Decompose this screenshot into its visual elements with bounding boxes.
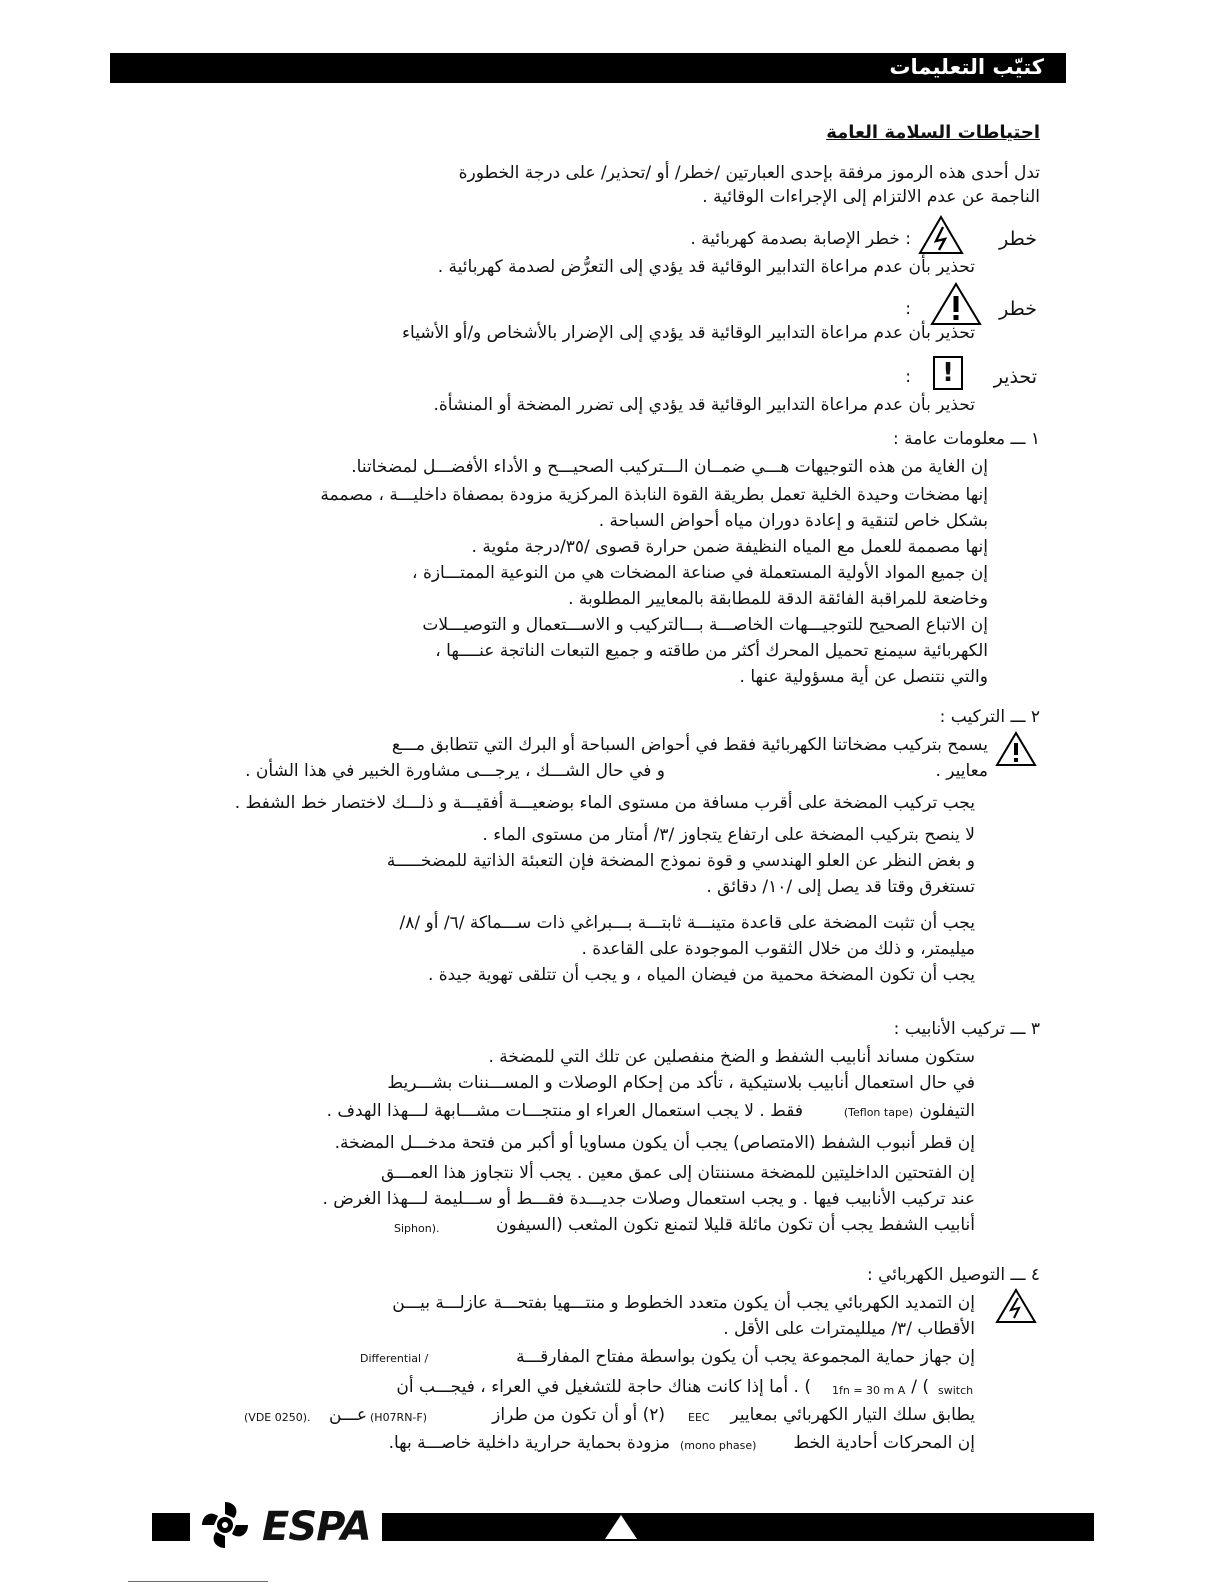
s4-eec-note: EEC bbox=[688, 1411, 710, 1424]
s3-teflon-note: (Teflon tape) bbox=[843, 1106, 913, 1119]
s3-line: فقط . لا يجب استعمال العراء او منتجـــات مشـــابهة لـــهذا الهدف . bbox=[326, 1101, 803, 1121]
intro-line-1: تدل أحدى هذه الرموز مرفقة بإحدى العبارتين /خطر/ أو /تحذير/ على درجة الخطورة bbox=[458, 163, 1040, 183]
s3-line: عند تركيب الأنابيب فيها . و يجب استعمال وصلات جديـــدة فقـــط أو ســـليمة لـــهذا الغرض . bbox=[322, 1189, 975, 1209]
electric-hazard-icon bbox=[995, 1288, 1037, 1324]
s4-line: عـــن bbox=[328, 1405, 367, 1425]
s3-line: إن قطر أنبوب الشفط (الامتصاص) يجب أن يكون مساويا أو أكبر من فتحة مدخـــل المضخة. bbox=[334, 1133, 975, 1153]
warning-line-1: تحذير بأن عدم مراعاة التدابير الوقائية قد يؤدي إلى التعرُّض لصدمة كهربائية . bbox=[437, 257, 975, 277]
s4-differential-note: Differential / bbox=[360, 1352, 429, 1365]
warning-line-3: تحذير بأن عدم مراعاة التدابير الوقائية قد يؤدي إلى تضرر المضخة أو المنشأة. bbox=[433, 395, 975, 415]
s4-switch-note: switch bbox=[938, 1384, 974, 1397]
s2-line: يجب أن تكون المضخة محمية من فيضان المياه ، و يجب أن تتلقى تهوية جيدة . bbox=[427, 965, 975, 985]
intro-line-2: الناجمة عن عدم الالتزام إلى الإجراءات الوقائية . bbox=[702, 187, 1040, 207]
warning-triangle-icon bbox=[995, 731, 1037, 767]
s1-line: إن الغاية من هذه التوجيهات هـــي ضمــان الـــتركيب الصحيـــح و الأداء الأفضـــل لمضخاتنا. bbox=[351, 457, 988, 477]
s1-line: إن الاتباع الصحيح للتوجيـــهات الخاصـــة بـــالتركيب و الاســـتعمال و التوصيـــلات bbox=[422, 615, 988, 635]
s1-line: الكهربائية سيمنع تحميل المحرك أكثر من طاقته و جميع التبعات الناتجة عنــــها ، bbox=[435, 641, 988, 661]
caution-label: تحذير bbox=[993, 366, 1037, 388]
s1-line: إن جميع المواد الأولية المستعملة في صناعة المضخات هي من النوعية الممتـــازة ، bbox=[412, 563, 988, 583]
s2-line: لا ينصح بتركيب المضخة على ارتفاع يتجاوز /٣/ أمتار من مستوى الماء . bbox=[482, 825, 975, 845]
s1-line: والتي نتنصل عن أية مسؤولية عنها . bbox=[739, 667, 988, 687]
s4-cable-type-note: (H07RN-F) bbox=[370, 1411, 428, 1424]
espa-logo-icon bbox=[194, 1496, 256, 1554]
exclamation-box-icon: ! bbox=[933, 356, 963, 390]
s2-line: معايير . bbox=[935, 761, 988, 781]
s2-line: يجب تركيب المضخة على أقرب مسافة من مستوى الماء بوضعيـــة أفقيـــة و ذلـــك لاختصار خط الشفط . bbox=[234, 793, 975, 813]
bottom-divider bbox=[128, 1581, 268, 1582]
s3-line: في حال استعمال أنابيب بلاستيكية ، تأكد من إحكام الوصلات و المســـننات بشـــريط bbox=[387, 1073, 975, 1093]
danger-label-1: خطر bbox=[999, 228, 1037, 250]
s3-siphon-note: Siphon). bbox=[394, 1222, 440, 1235]
s3-line: أنابيب الشفط يجب أن تكون مائلة قليلا لتمنع تكون المثعب (السيفون bbox=[496, 1215, 975, 1235]
danger-desc-1: : خطر الإصابة بصدمة كهربائية . bbox=[690, 229, 911, 249]
header-bar bbox=[110, 53, 1066, 83]
s4-mono-phase-note: (mono phase) bbox=[680, 1439, 757, 1452]
s2-title: ٢ ـــ التركيب : bbox=[939, 707, 1040, 727]
s2-line: ميليمتر، و ذلك من خلال الثقوب الموجودة على القاعدة . bbox=[581, 939, 975, 959]
s4-title: ٤ ـــ التوصيل الكهربائي : bbox=[867, 1265, 1040, 1285]
s2-line: و في حال الشـــك ، يرجـــى مشاورة الخبير في هذا الشأن . bbox=[245, 761, 665, 781]
s4-line: الأقطاب /٣/ ميلليمترات على الأقل . bbox=[723, 1319, 975, 1339]
s4-line: ) . أما إذا كانت هناك حاجة للتشغيل في العراء ، فيجـــب أن bbox=[396, 1377, 811, 1397]
s4-vde-note: (VDE 0250). bbox=[244, 1411, 311, 1424]
s3-line: التيفلون bbox=[919, 1101, 975, 1121]
s4-line: مزودة بحماية حرارية داخلية خاصـــة بها. bbox=[388, 1433, 670, 1453]
s1-line: إنها مصممة للعمل مع المياه النظيفة ضمن حرارة قصوى /٣٥/درجة مئوية . bbox=[471, 537, 988, 557]
s2-line: تستغرق وقتا قد يصل إلى /١٠/ دقائق . bbox=[706, 877, 975, 897]
danger-label-2: خطر bbox=[999, 298, 1037, 320]
s2-line: يسمح بتركيب مضخاتنا الكهربائية فقط في أحواض السباحة أو البرك التي تتطابق مـــع bbox=[391, 735, 988, 755]
triangle-marker-icon bbox=[605, 1515, 637, 1539]
s4-current-note: 1fn = 30 m A bbox=[832, 1384, 906, 1397]
s3-title: ٣ ـــ تركيب الأنابيب : bbox=[893, 1019, 1040, 1039]
danger-desc-2: : bbox=[905, 299, 911, 319]
section-title: احتياطات السلامة العامة bbox=[826, 122, 1040, 143]
caution-desc: : bbox=[905, 367, 911, 387]
s1-line: وخاضعة للمراقبة الفائقة الدقة للمطابقة بالمعايير المطلوبة . bbox=[568, 589, 988, 609]
s4-line: إن المحركات أحادية الخط bbox=[793, 1433, 975, 1453]
s2-line: و بغض النظر عن العلو الهندسي و قوة نموذج المضخة فإن التعبئة الذاتية للمضخـــــة bbox=[386, 851, 975, 871]
s1-line: بشكل خاص لتنقية و إعادة دوران مياه أحواض السباحة . bbox=[598, 511, 988, 531]
footer-bar-left bbox=[152, 1513, 190, 1541]
s4-line: / ( bbox=[911, 1377, 929, 1397]
s2-line: يجب أن تثبت المضخة على قاعدة متينـــة ثابتـــة بـــبراغي ذات ســـماكة /٦/ أو /٨/ bbox=[399, 913, 975, 933]
s1-title: ١ ـــ معلومات عامة : bbox=[893, 429, 1040, 449]
s1-line: إنها مضخات وحيدة الخلية تعمل بطريقة القوة النابذة المركزية مزودة بمصفاة داخليـــة ، مصممة bbox=[320, 485, 988, 505]
warning-line-2: تحذير بأن عدم مراعاة التدابير الوقائية قد يؤدي إلى الإضرار بالأشخاص و/أو الأشياء bbox=[402, 323, 975, 343]
warning-triangle-icon bbox=[930, 282, 982, 326]
s3-line: إن الفتحتين الداخليتين للمضخة مسننتان إلى عمق معين . يجب ألا نتجاوز هذا العمـــق bbox=[381, 1163, 975, 1183]
s4-line: إن جهاز حماية المجموعة يجب أن يكون بواسطة مفتاح المفارقـــة bbox=[516, 1347, 975, 1367]
s4-line: (٢) أو أن تكون من طراز bbox=[492, 1405, 665, 1425]
header-title: كتيّب التعليمات bbox=[889, 55, 1044, 79]
s3-line: ستكون مساند أنابيب الشفط و الضخ منفصلين عن تلك التي للمضخة . bbox=[488, 1047, 975, 1067]
s4-line: يطابق سلك التيار الكهربائي بمعايير bbox=[730, 1405, 975, 1425]
electric-hazard-icon bbox=[918, 215, 964, 255]
brand-logo-text: ESPA bbox=[262, 1504, 371, 1550]
footer-bar-right bbox=[382, 1513, 1094, 1541]
s4-line: إن التمديد الكهربائي يجب أن يكون متعدد الخطوط و منتـــهيا بفتحـــة عازلـــة بيـــن bbox=[392, 1293, 975, 1313]
